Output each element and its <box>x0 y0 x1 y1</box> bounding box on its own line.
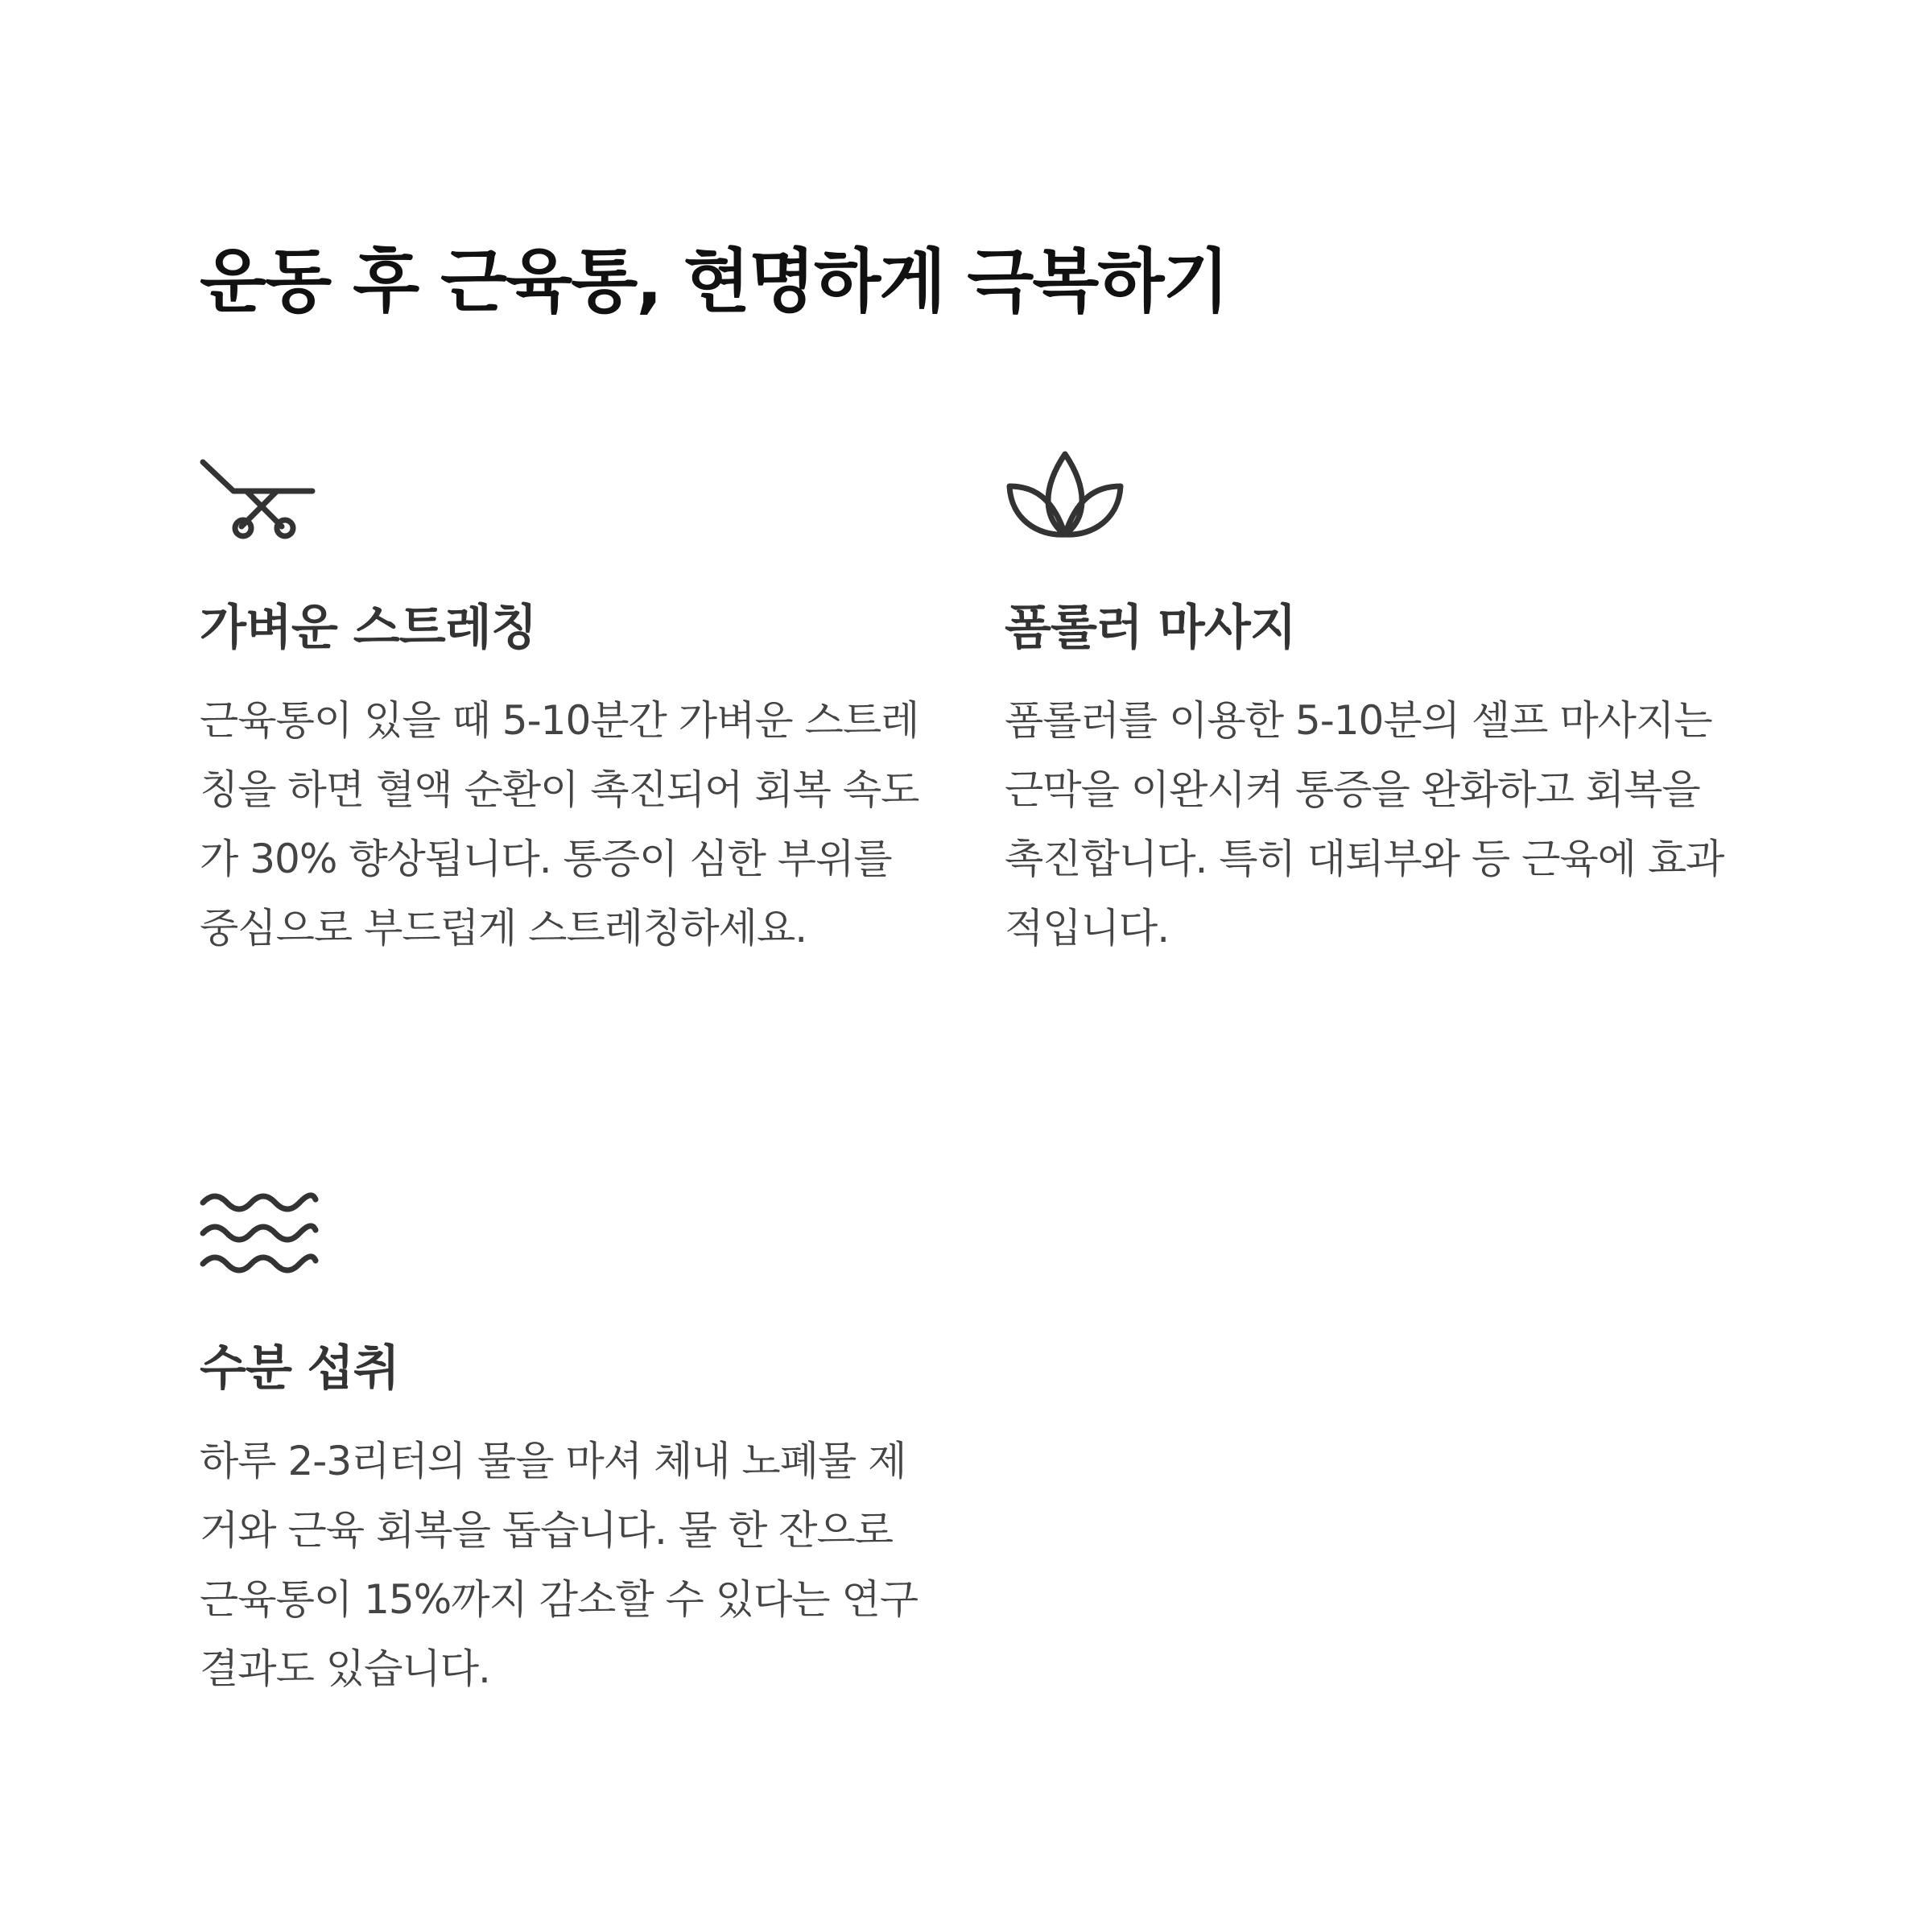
card-heading: 가벼운 스트레칭 <box>200 600 537 656</box>
card-hydration <box>200 1185 932 1692</box>
card-body: 폼롤러를 이용한 5-10분의 셀프 마사지는 근막을 이완시켜 통증을 완화하고 회복을 촉진합니다. 특히 대퇴부와 등 근육에 효과적입니다. <box>1005 697 1724 952</box>
card-stretching <box>200 444 932 952</box>
water-waves-icon <box>200 1185 320 1282</box>
card-body: 하루 2-3리터의 물을 마셔 체내 노폐물 제거와 근육 회복을 돕습니다. 물 한 잔으로 근육통이 15%까지 감소할 수 있다는 연구 결과도 있습니다. <box>200 1438 919 1692</box>
card-body: 근육통이 있을 때 5-10분간 가벼운 스트레칭을 하면 혈액 순환이 촉진되어 회복 속도가 30% 향상됩니다. 통증이 심한 부위를 중심으로 부드럽게 스트레칭하세요. <box>200 697 919 952</box>
card-heading: 폼롤러 마사지 <box>1005 600 1296 656</box>
stretching-icon <box>200 444 320 541</box>
card-heading: 수분 섭취 <box>200 1340 399 1397</box>
page-title: 운동 후 근육통, 현명하게 극복하기 <box>200 242 1228 322</box>
lotus-icon <box>1005 444 1125 541</box>
card-foam-roller <box>1005 444 1737 952</box>
